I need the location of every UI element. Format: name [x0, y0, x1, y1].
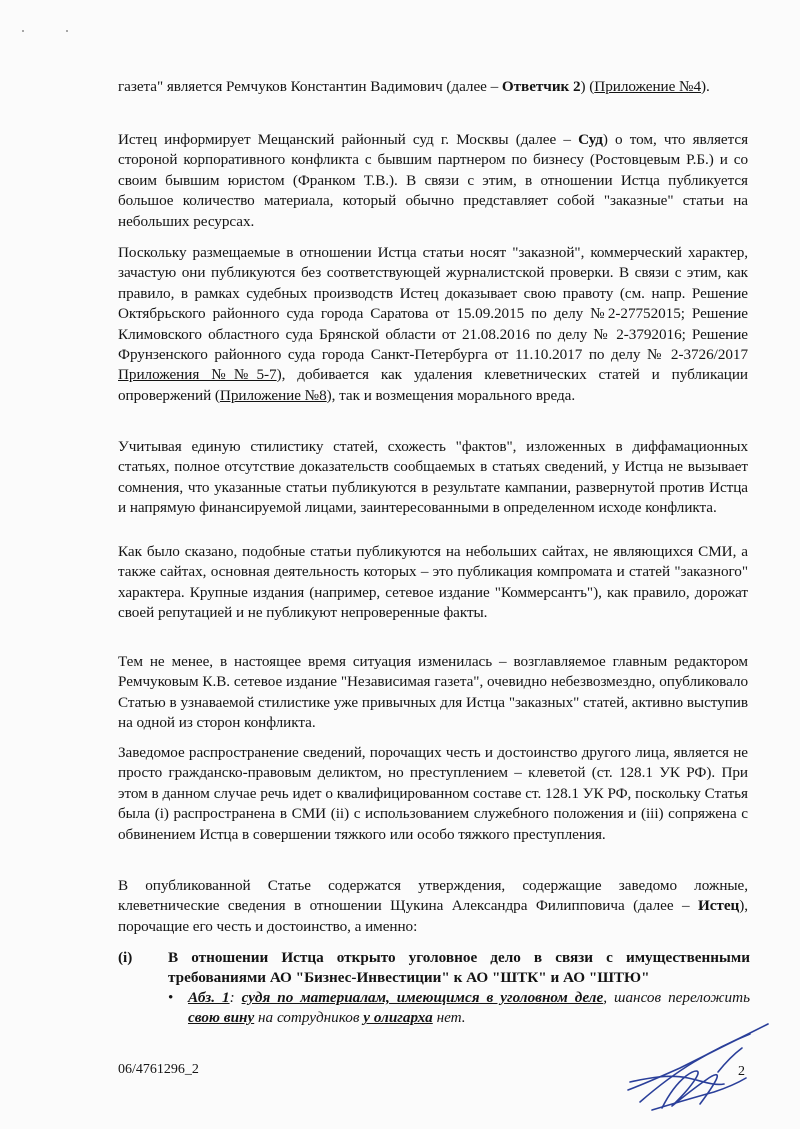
statement-text: , шансов переложить: [603, 989, 750, 1006]
paragraph-text: ), добивается как удаления клеветнических статей и публикации опровержений (: [118, 366, 748, 404]
paragraph-label: Абз. 1: [188, 989, 230, 1006]
paragraph-text: В опубликованной Статье содержатся утверждения, содержащие заведомо ложные, клеветнические сведения в отношении Щукина Александра Филипповича (далее –: [118, 877, 748, 915]
paragraph-situation-changed: [118, 652, 748, 734]
paragraph-defamation-crime: [118, 743, 748, 845]
paragraph-text: газета" является Ремчуков Константин Вадимович (далее –: [118, 78, 502, 95]
paragraph-text: ), порочащие его честь и достоинство, а именно:: [118, 897, 748, 935]
paragraph-text: Как было сказано, подобные статьи публикуются на небольших сайтах, не являющихся СМИ, а также сайтах, основная деятельность которых – это публикация компромата и статей "заказного" характера. Крупные издания (например, сетевое издание "Коммерсантъ"), как правило, дорожат своей репутацией и не публикуют непроверенные факты.: [118, 543, 748, 622]
scan-speck: [66, 30, 68, 32]
scan-speck: [22, 30, 24, 32]
paragraph-text: Заведомое распространение сведений, порочащих честь и достоинство другого лица, является не просто гражданско-правовым деликтом, но преступлением – клеветой (ст. 128.1 УК РФ). При этом в данном случае речь идет о квалифицированном составе ст. 128.1 УК РФ, поскольку Статья была (i) распространена в СМИ (ii) с использованием служебного положения и (iii) сопряжена с обвинением Истца в совершении тяжкого или особо тяжкого преступления.: [118, 744, 748, 843]
paragraph-court-notice: [118, 130, 748, 232]
item-number: (i): [118, 949, 133, 966]
paragraph-small-sites: [118, 542, 748, 624]
statement-text: :: [229, 989, 242, 1006]
paragraph-false-statements: [118, 876, 748, 937]
paragraph-text: Учитывая единую стилистику статей, схожесть "фактов", изложенных в диффамационных статьях, полное отсутствие доказательств сообщаемых в статьях сведений, у Истца не вызывает сомнения, что указанные статьи публикуются в результате кампании, развернутой против Истца и напрямую финансируемой лицами, заинтересованными в определенном исходе конфликта.: [118, 438, 748, 517]
paragraph-text: ) о том, что является стороной корпоративного конфликта с бывшим партнером по бизнесу (Ростовцевым Р.Б.) и со своим бывшим юристом (Франком Т.В.). В связи с этим, в отношении Истца публикуется большое количество материала, который обычно представляет собой "заказные" статьи на небольших ресурсах.: [118, 131, 749, 230]
statement-text: нет.: [432, 1009, 466, 1027]
highlighted-quote: у олигарха: [363, 1009, 433, 1027]
signature-icon: [622, 1018, 772, 1114]
paragraph-campaign: [118, 437, 748, 519]
defined-term-court: Суд: [578, 131, 603, 148]
paragraph-text: ) (: [580, 78, 595, 95]
item-heading: В отношении Истца открыто уголовное дело в связи с имущественными требованиями АО "Бизнес-Инвестиции" к АО "ШТК" и АО "ШТЮ": [168, 949, 750, 987]
defined-term-respondent-2: Ответчик 2: [501, 78, 581, 95]
document-code: 06/4761296_2: [118, 1062, 199, 1077]
paragraph-text: Истец информирует Мещанский районный суд г. Москвы (далее –: [118, 131, 579, 148]
page-number: 2: [738, 1064, 745, 1079]
appendix-5-7-reference: Приложения №№5-7: [118, 366, 277, 384]
appendix-8-reference: Приложение №8: [219, 386, 327, 404]
statement-text: на сотрудников: [254, 1009, 364, 1027]
highlighted-quote: свою вину: [188, 1009, 255, 1027]
paragraph-text: Тем не менее, в настоящее время ситуация изменилась – возглавляемое главным редактором Ремчуковым К.В. сетевое издание "Независимая газета", очевидно небезвозмездно, опубликовало Статью в узнаваемой стилистике уже привычных для Истца "заказных" статей, активно выступив на одной из сторон конфликта.: [118, 653, 748, 732]
paragraph-court-precedents: [118, 243, 748, 406]
paragraph-text: ).: [701, 78, 710, 95]
highlighted-quote: судя по материалам, имеющимся в уголовном деле: [241, 989, 604, 1006]
bullet-icon: •: [168, 989, 174, 1006]
defined-term-plaintiff: Истец: [697, 897, 740, 915]
paragraph-text: Поскольку размещаемые в отношении Истца статьи носят "заказной", коммерческий характер, зачастую они публикуются без соответствующей журналистской проверки. В связи с этим, как правило, в рамках судебных производств Истец доказывает свою правоту (см. напр. Решение Октябрьского районного суда города Саратова от 15.09.2015 по делу №2-27752015; Решение Климовского областного суда Брянской области от 21.08.2016 по делу № 2-3792016; Решение Фрунзенского районного суда города Санкт-Петербурга от 11.10.2017 по делу № 2-3726/2017: [118, 244, 748, 364]
appendix-4-reference: Приложение №4: [594, 78, 702, 95]
paragraph-respondent-2: [118, 77, 748, 97]
paragraph-text: ), так и возмещения морального вреда.: [326, 386, 576, 404]
